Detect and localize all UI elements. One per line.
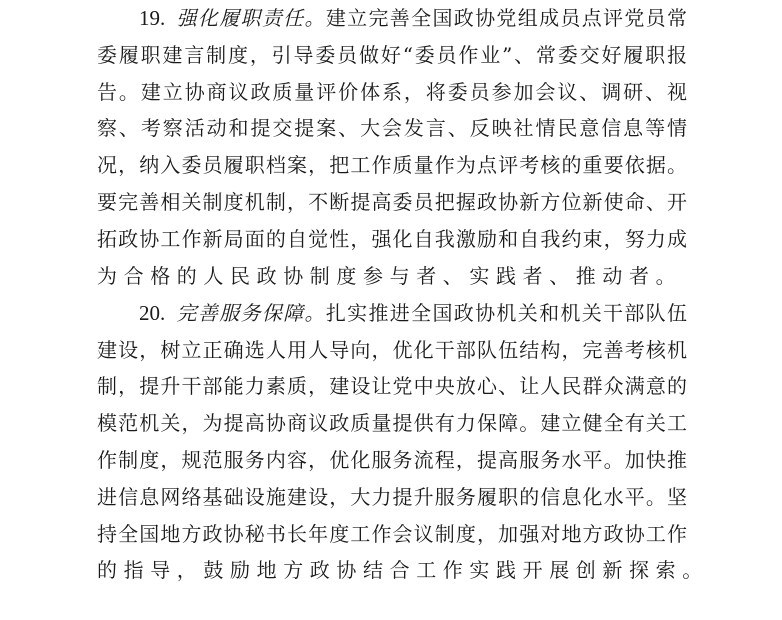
paragraph-20-line-7: 持全国地方政协秘书长年度工作会议制度，加强对地方政协工作	[97, 522, 687, 546]
paragraph-20-line-6: 进信息网络基础设施建设，大力提升服务履职的信息化水平。坚	[97, 485, 687, 509]
paragraph-19-line-2: 委履职建言制度，引导委员做好“委员作业”、常委交好履职报	[97, 43, 687, 67]
paragraph-19-line-7: 拓政协工作新局面的自觉性，强化自我激励和自我约束，努力成	[97, 227, 687, 251]
paragraph-heading: 完善服务保障。	[175, 301, 326, 325]
paragraph-20-line-4: 模范机关，为提高协商议政质量提供有力保障。建立健全有关工	[97, 411, 687, 435]
paragraph-19-line-4: 察、考察活动和提交提案、大会发言、反映社情民意信息等情	[97, 116, 687, 140]
paragraph-19-line-3: 告。建立协商议政质量评价体系，将委员参加会议、调研、视	[97, 80, 687, 104]
paragraph-20-line-3: 制，提升干部能力素质，建设让党中央放心、让人民群众满意的	[97, 374, 687, 398]
paragraph-number: 20.	[139, 301, 166, 325]
paragraph-heading: 强化履职责任。	[175, 6, 326, 30]
paragraph-20-line-8: 的指导，鼓励地方政协结合工作实践开展创新探索。	[97, 558, 709, 582]
paragraph-20-line-2: 建设，树立正确选人用人导向，优化干部队伍结构，完善考核机	[97, 338, 687, 362]
paragraph-19-line-1	[97, 0, 687, 36]
paragraph-19-line-6: 要完善相关制度机制，不断提高委员把握政协新方位新使命、开	[97, 190, 687, 214]
paragraph-number: 19.	[139, 6, 166, 30]
paragraph-text: 建立完善全国政协党组成员点评党员常	[325, 6, 688, 30]
paragraph-20-line-5: 作制度，规范服务内容，优化服务流程，提高服务水平。加快推	[97, 448, 687, 472]
paragraph-19-line-5: 况，纳入委员履职档案，把工作质量作为点评考核的重要依据。	[97, 153, 687, 177]
paragraph-text: 扎实推进全国政协机关和机关干部队伍	[325, 301, 688, 325]
paragraph-20-line-1	[97, 295, 687, 331]
paragraph-19-line-8: 为合格的人民政协制度参与者、实践者、推动者。	[97, 264, 683, 288]
